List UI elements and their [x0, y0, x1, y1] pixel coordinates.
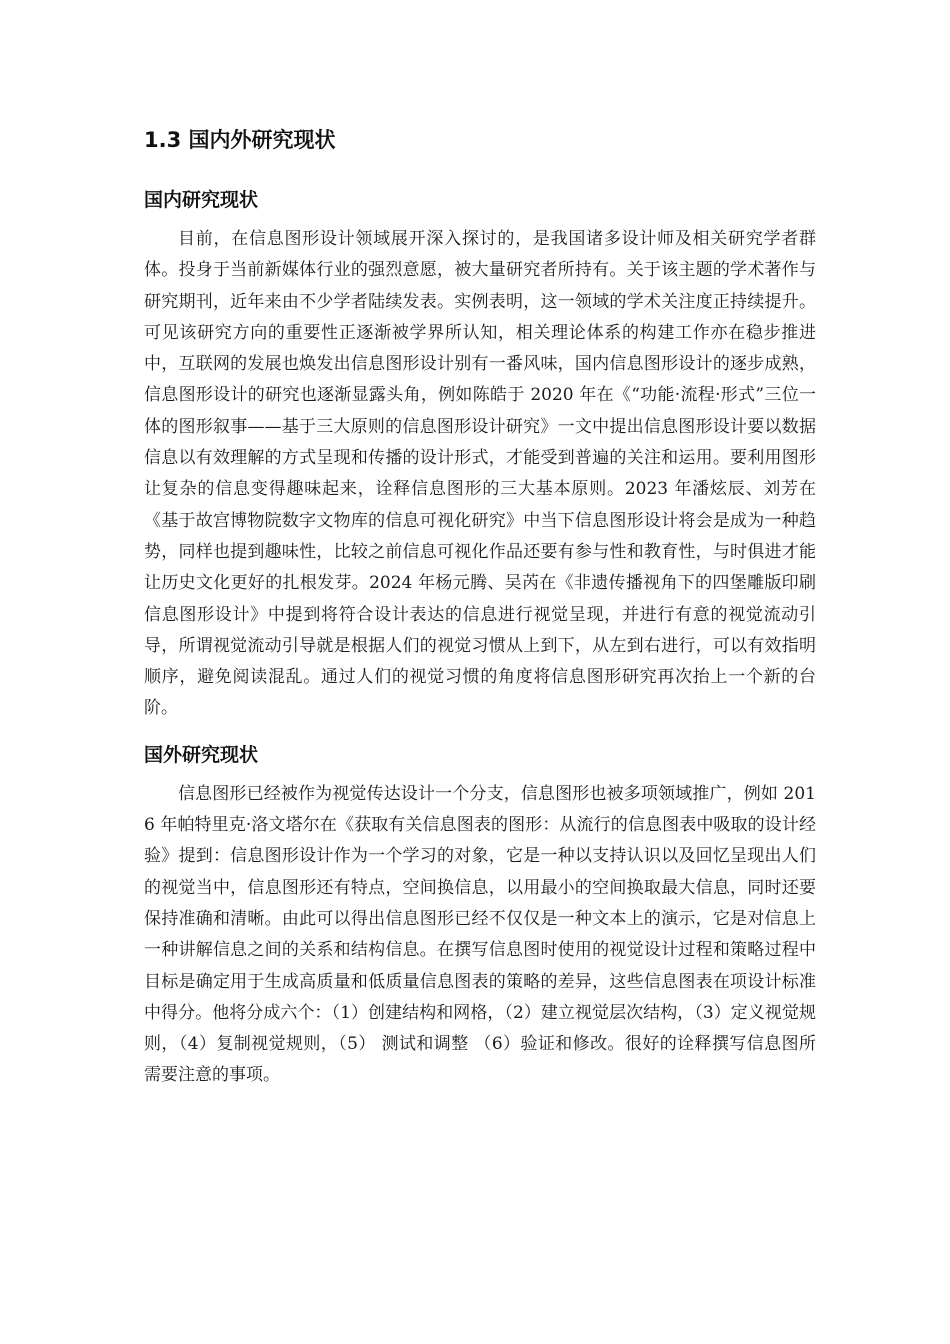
- foreign-heading: 国外研究现状: [144, 743, 259, 766]
- domestic-paragraph: 目前，在信息图形设计领域展开深入探讨的，是我国诸多设计师及相关研究学者群体。投身于当前新媒体行业的强烈意愿，被大量研究者所持有。关于该主题的学术著作与研究期刊，近年来由不少学者陆续发表。实例表明，这一领域的学术关注度正持续提升。可见该研究方向的重要性正逐渐被学界所认知，相关理论体系的构建工作亦在稳步推进中，互联网的发展也焕发出信息图形设计别有一番风味，国内信息图形设计的逐步成熟，信息图形设计的研究也逐渐显露头角，例如陈皓于 2020 年在《“功能·流程·形式”三位一体的图形叙事——基于三大原则的信息图形设计研究》一文中提出信息图形设计要以数据信息以有效理解的方式呈现和传播的设计形式，才能受到普遍的关注和运用。要利用图形让复杂的信息变得趣味起来，诠释信息图形的三大基本原则。2023 年潘炫辰、刘芳在《基于故宫博物院数字文物库的信息可视化研究》中当下信息图形设计将会是成为一种趋势，同样也提到趣味性，比较之前信息可视化作品还要有参与性和教育性，与时俱进才能让历史文化更好的扎根发芽。2024 年杨元腾、吴芮在《非遗传播视角下的四堡雕版印刷信息图形设计》中提到将符合设计表达的信息进行视觉呈现，并进行有意的视觉流动引导，所谓视觉流动引导就是根据人们的视觉习惯从上到下，从左到右进行，可以有效指明顺序，避免阅读混乱。通过人们的视觉习惯的角度将信息图形研究再次抬上一个新的台阶。: [144, 229, 816, 719]
- section-title: 1.3 国内外研究现状: [144, 128, 336, 152]
- domestic-heading: 国内研究现状: [144, 189, 259, 211]
- foreign-paragraph: 信息图形已经被作为视觉传达设计一个分支，信息图形也被多项领域推广，例如 2016 年帕特里克·洛文塔尔在《获取有关信息图表的图形：从流行的信息图表中吸取的设计经验》提到：信息图形设计作为一个学习的对象，它是一种以支持认识以及回忆呈现出人们的视觉当中，信息图形还有特点，空间换信息，以用最小的空间换取最大信息，同时还要保持准确和清晰。由此可以得出信息图形已经不仅仅是一种文本上的演示，它是对信息上一种讲解信息之间的关系和结构信息。在撰写信息图时使用的视觉设计过程和策略过程中目标是确定用于生成高质量和低质量信息图表的策略的差异，这些信息图表在项设计标准中得分。他将分成六个：（1）创建结构和网格，（2）建立视觉层次结构，（3）定义视觉规则，（4）复制视觉规则，（5） 测试和调整 （6）验证和修改。很好的诠释撰写信息图所需要注意的事项。: [144, 783, 816, 1086]
- document-page: [144, 118, 816, 1102]
